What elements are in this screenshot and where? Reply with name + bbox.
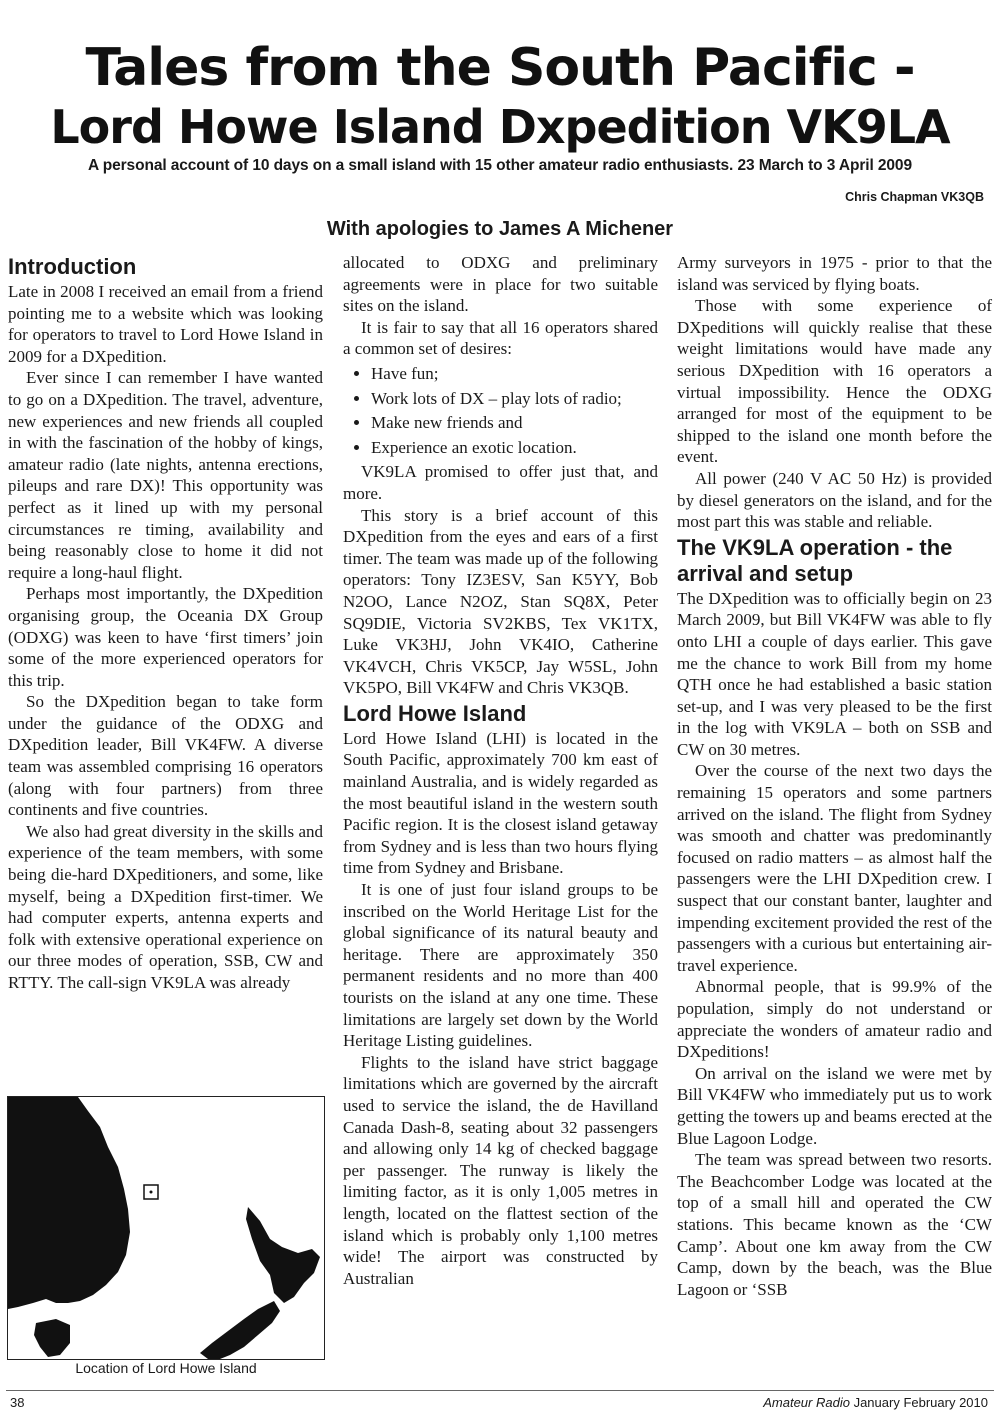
issue-date: January February 2010 — [853, 1395, 988, 1410]
paragraph: We also had great diversity in the skills and experience of the team members, with some being die-hard DXpeditioners, and some, like myself, being a DXpedition first-timer. We had computer experts, antenna experts and folk with extensive operational experience on our three modes of operation, SSB, CW and RTTY. The call-sign VK9LA was already — [8, 821, 323, 992]
map-caption: Location of Lord Howe Island — [75, 1360, 257, 1376]
lord-howe-island-dot — [150, 1191, 153, 1194]
paragraph: Lord Howe Island (LHI) is located in the South Pacific, approximately 700 km east of mainland Australia, and is widely regarded as the most beautiful island in the western south Pacific region. It is the closest island getaway from Sydney and is less than two hours flying time from Sydney and Brisbane. — [343, 728, 658, 878]
title-line-2: Lord Howe Island Dxpedition VK9LA — [50, 100, 950, 154]
paragraph: Perhaps most importantly, the DXpedition organising group, the Oceania DX Group (ODXG) was keen to have ‘first timers’ join some of the more experienced operators for this trip. — [8, 584, 323, 690]
list-item: • Have fun; — [371, 363, 658, 385]
paragraph: Those with some experience of DXpeditions will quickly realise that these weight limitations would have made any serious DXpedition with 16 operators a virtual impossibility. Hence the ODXG arranged for most of the equipment to be shipped to the island one month before the event. — [677, 296, 992, 467]
paragraph: Over the course of the next two days the remaining 15 operators and some partners arrived on the island. The flight from Sydney was smooth and chatter was predominantly focused on radio matters – as almost half the passengers were the LHI DXpedition crew. I suspect that our constant banter, laughter and impending excitement provided the rest of the passengers with a curious but entertaining air-travel experience. — [677, 761, 992, 975]
column-1 — [8, 252, 323, 994]
paragraph: All power (240 V AC 50 Hz) is provided by diesel generators on the island, and for the most part this was stable and reliable. — [677, 468, 992, 532]
section-heading-operation: The VK9LA operation - the arrival and setup — [677, 534, 953, 586]
author-byline: Chris Chapman VK3QB — [845, 190, 984, 204]
paragraph: Flights to the island have strict baggage limitations which are governed by the aircraft used to service the island, the de Havilland Canada Dash-8, seating about 32 passengers and allowing only 14 kg of checked baggage per passenger. The runway is likely the limiting factor, as it is only 1,005 metres in length, located on the flattest section of the island which is probably only 1,100 metres wide! The airport was constructed by Australian — [343, 1052, 658, 1288]
paragraph: It is fair to say that all 16 operators shared a common set of desires: — [343, 317, 658, 359]
paragraph: Abnormal people, that is 99.9% of the population, simply do not understand or appreciate the wonders of amateur radio and DXpeditions! — [677, 977, 992, 1062]
subtitle: A personal account of 10 days on a small island with 15 other amateur radio enthusiasts. 23 March to 3 April 2009 — [88, 157, 912, 174]
section-heading-lord-howe-island: Lord Howe Island — [343, 700, 527, 726]
list-item: • Make new friends and — [371, 412, 658, 434]
paragraph: Ever since I can remember I have wanted to go on a DXpedition. The travel, adventure, new experiences and new friends all coupled in with the fascination of the hobby of kings, amateur radio (late nights, antenna erections, pileups and rare DX)! This opportunity was perfect as it lined up with my personal circumstances re timing, availability and being reasonably close to home it did not require a long-haul flight. — [8, 368, 323, 582]
footer-divider — [6, 1390, 994, 1391]
paragraph: The team was spread between two resorts. The Beachcomber Lodge was located at the top of a small hill and operated the CW stations. This became known as the ‘CW Camp’. About one km away from the CW Camp, down by the beach, was the Blue Lagoon or ‘SSB — [677, 1150, 992, 1299]
paragraph: It is one of just four island groups to be inscribed on the World Heritage List for the global significance of its natural beauty and heritage. There are approximately 350 permanent residents and no more than 400 tourists on the island at any one time. These limitations are largely set down by the World Heritage Listing guidelines. — [343, 880, 658, 1051]
column-3 — [677, 252, 992, 1300]
paragraph: This story is a brief account of this DXpedition from the eyes and ears of a first timer. The team was made up of the following operators: Tony IZ3ESV, San K5YY, Bob N2OO, Lance N2OZ, Stan SQ8X, Peter SQ9DIE, Victoria SV2KBS, Tex VK1TX, Luke VK3HJ, John VK4IO, Catherine VK4VCH, Chris VK5CP, Jay W5SL, John VK5PO, Bill VK4FW and Chris VK3QB. — [343, 505, 658, 698]
apology-line: With apologies to James A Michener — [326, 218, 674, 240]
page-number: 38 — [10, 1395, 25, 1410]
paragraph: The DXpedition was to officially begin on 23 March 2009, but Bill VK4FW was able to fly onto LHI a couple of days earlier. This gave me the chance to work Bill from my home QTH once he had established a basic station set-up, and I was very pleased to be the first in the log with VK9LA – both on SSB and CW on 30 metres. — [677, 588, 992, 759]
column-2 — [343, 252, 658, 1289]
paragraph: Late in 2008 I received an email from a friend pointing me to a website which was looking for operators to travel to Lord Howe Island in 2009 for a DXpedition. — [8, 282, 323, 366]
paragraph: VK9LA promised to offer just that, and more. — [343, 462, 658, 503]
map-graphic — [8, 1097, 324, 1359]
list-item: • Work lots of DX – play lots of radio; — [371, 388, 658, 410]
footer-publication — [763, 1395, 988, 1410]
title-line-1: Tales from the South Pacific - — [85, 38, 915, 98]
magazine-name: Amateur Radio — [763, 1395, 850, 1410]
paragraph: So the DXpedition began to take form under the guidance of the ODXG and DXpedition leader, Bill VK4FW. A diverse team was assembled comprising 16 operators (along with four partners) from three continents and five countries. — [8, 692, 323, 820]
paragraph: On arrival on the island we were met by Bill VK4FW who immediately put us to work getting the towers up and beams erected at the Blue Lagoon Lodge. — [677, 1063, 992, 1148]
desires-list — [343, 363, 658, 458]
paragraph: Army surveyors in 1975 - prior to that the island was serviced by flying boats. — [677, 253, 992, 294]
section-heading-introduction: Introduction — [8, 254, 137, 279]
paragraph: allocated to ODXG and preliminary agreements were in place for two suitable sites on the island. — [343, 253, 658, 316]
location-map — [7, 1096, 325, 1360]
list-item: • Experience an exotic location. — [371, 437, 658, 459]
